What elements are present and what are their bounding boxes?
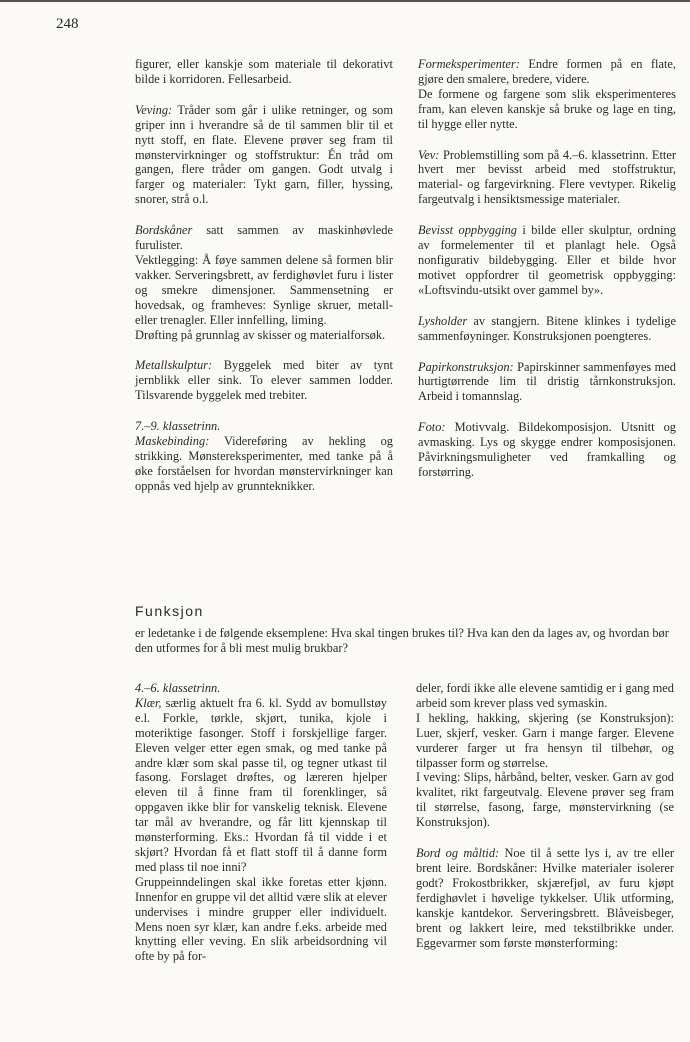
left-column-top	[135, 57, 393, 494]
paragraph-vev	[418, 148, 676, 208]
grade-heading-7-9: 7.–9. klassetrinn.	[135, 419, 221, 434]
paragraph-intro: figurer, eller kanskje som materiale til dekorativt bilde i korridoren. Fellesarbeid.	[135, 57, 393, 86]
paragraph-maskebinding	[135, 419, 393, 494]
paragraph-formeksperimenter-2: De formene og fargene som slik eksperimenteres fram, kan eleven kanskje så bruke og lage en ting, til hygge eller nytte.	[418, 86, 676, 131]
text-veving: Tråder som går i ulike retninger, og som griper inn i hverandre så de til sammen blir til et nytt stoff, en flate. Elevene prøver seg fram til mønstervirkninger og stoffstruktur: Én tråd om gangen, flere tråder om gangen. Godt utvalg i farger og materialer: Tykt garn, filler, hyssing, snorer, strå o.l.	[135, 102, 393, 207]
text-papirkonstruksjon: Papirskinner sammenføyes med hurtigtørrende lim til dristig tårnkonstruksjon. Arbeid i tomannslag.	[418, 359, 676, 404]
label-klaer: Klær,	[135, 695, 162, 710]
text-maskebinding: Videreføring av hekling og strikking. Mønstereksperimenter, med tanke på å øke forståelsen for hvordan mønstervirkninger kan oppnås ved hjelp av grunnteknikker.	[135, 434, 393, 493]
section-intro: er ledetanke i de følgende eksemplene: Hva skal tingen brukes til? Hva kan den da lages av, og hvordan bør den utformes for å bli mest mulig brukbar?	[135, 626, 669, 655]
paragraph-klaer	[135, 681, 387, 875]
right-column-top	[418, 57, 676, 480]
paragraph-veving	[135, 103, 393, 207]
paragraph-gruppeinndeling: Gruppeinndelingen skal ikke foretas etter kjønn. Innenfor en gruppe vil det alltid være slik at elever undervises i mindre grupper eller individuelt. Mens noen syr klær, kan andre f.eks. arbeide med knytting eller veving. En slik arbeidsordning vil ofte by på for-	[135, 874, 387, 964]
page-top-rule	[0, 0, 690, 2]
paragraph-lysholder	[418, 314, 676, 344]
paragraph-veving-funksjon: I veving: Slips, hårbånd, belter, vesker. Garn av god kvalitet, rikt fargeutvalg. Elevene prøver seg fram til størrelse, fasong, farge, mønstervirkning (se Konstruksjon).	[416, 770, 674, 830]
label-foto: Foto:	[418, 420, 446, 435]
text-lysholder: av stangjern. Bitene klinkes i tydelige sammenføyninger. Konstruksjonen poengteres.	[418, 313, 676, 343]
left-column-bottom	[135, 681, 387, 964]
paragraph-drofting: Drøfting på grunnlag av skisser og materialforsøk.	[135, 327, 386, 342]
text-metallskulptur: Byggelek med biter av tynt jernblikk eller sink. To elever sammen lodder. Tilsvarende byggelek med trebiter.	[135, 358, 393, 403]
right-column-bottom	[416, 681, 674, 950]
label-lysholder: Lysholder	[418, 313, 468, 328]
text-bevisst-oppbygging: i bilde eller skulptur, ordning av formelementer til et planlagt hele. Også nonfigurativ bildebygging. Eller et bilde hvor motivet oppfordrer til geometrisk oppbygging: «Loftsvindu-utsikt over gammel by».	[418, 223, 677, 297]
paragraph-bevisst-oppbygging	[418, 223, 676, 298]
paragraph-formeksperimenter	[418, 57, 676, 87]
page-number: 248	[56, 16, 79, 32]
grade-heading-4-6: 4.–6. klassetrinn.	[135, 681, 221, 695]
label-formeksperimenter: Formeksperimenter:	[418, 57, 520, 71]
paragraph-deler: deler, fordi ikke alle elevene samtidig er i gang med arbeid som krever plass ved symaskin.	[416, 681, 674, 710]
paragraph-bordskaner	[135, 223, 393, 253]
text-foto: Motivvalg. Bildekomposisjon. Utsnitt og avmasking. Lys og skygge endrer komposisjonen. Påvirkningsmuligheter ved framkalling og forstørring.	[418, 420, 676, 479]
label-metallskulptur: Metallskulptur:	[135, 358, 213, 373]
label-papirkonstruksjon: Papirkonstruksjon:	[418, 359, 514, 374]
text-formeksperimenter: Endre formen på en flate, gjøre den smalere, bredere, videre.	[418, 57, 676, 86]
paragraph-hekling: I hekling, hakking, skjering (se Konstruksjon): Luer, skjerf, vesker. Garn i mange farger. Elevene vurderer farger ut fra hensyn til tilbehør, og tilpasser form og størrelse.	[416, 710, 674, 770]
label-bevisst-oppbygging: Bevisst oppbygging	[418, 223, 518, 238]
paragraph-vektlegging: Vektlegging: Å føye sammen delene så formen blir vakker. Serveringsbrett, av ferdighøvlet furu i lister og smekre dimensjoner. Sammensetning er hovedsak, og framheves: Synlige skruer, metall- eller trenagler. Eller innfelling, liming.	[135, 252, 393, 327]
paragraph-metallskulptur	[135, 358, 393, 403]
section-title: Funksjon	[135, 603, 204, 619]
text-bordskaner: satt sammen av maskinhøvlede furulister.	[135, 223, 393, 253]
label-bordskaner: Bordskåner	[135, 223, 193, 238]
label-veving: Veving:	[135, 102, 173, 117]
paragraph-bord-og-maltid	[416, 846, 674, 950]
text-bord-og-maltid: Noe til å sette lys i, av tre eller brent leire. Bordskåner: Hvilke materialer isolerer godt? Frokostbrikker, skjærefjøl, av furu kjøpt ferdighøvlet i høvelige tykkelser. Ulik utforming, kanskje kantdekor. Serveringsbrett. Blåveisbeger, brent og lakkert leire, med tekstilbrikke under. Eggevarmer som første mønsterforming:	[416, 846, 674, 950]
label-bord-og-maltid: Bord og måltid:	[416, 846, 500, 861]
text-vev: Problemstilling som på 4.–6. klassetrinn. Etter hvert mer bevisst arbeid med stoffstruktur, material- og fargevirkning. Flere vevtyper. Rikelig fargeutvalg i hensiktsmessige materialer.	[418, 147, 676, 207]
label-vev: Vev:	[418, 147, 440, 162]
paragraph-foto	[418, 420, 676, 480]
text-klaer: særlig aktuelt fra 6. kl. Sydd av bomullstøy e.l. Forkle, tørkle, skjørt, tunika, kjole i moteriktige fasonger. Stoff i forskjellige farger. Eleven velger etter egen smak, og med tanke på andre klær som skal passe til, og tegner utkast til fasong. Forslaget drøftes, og læreren hjelper eleven til å finne fram til forenklinger, så oppgaven ikke blir for vanskelig teknisk. Elevene tar mål av hverandre, og får litt kjennskap til mønsterforming. Eks.: Hvordan få til vidde i et skjørt? Hvordan få et flatt stoff til å danne form med plass til noe inni?	[135, 695, 387, 874]
label-maskebinding: Maskebinding:	[135, 434, 210, 449]
paragraph-papirkonstruksjon	[418, 360, 676, 405]
